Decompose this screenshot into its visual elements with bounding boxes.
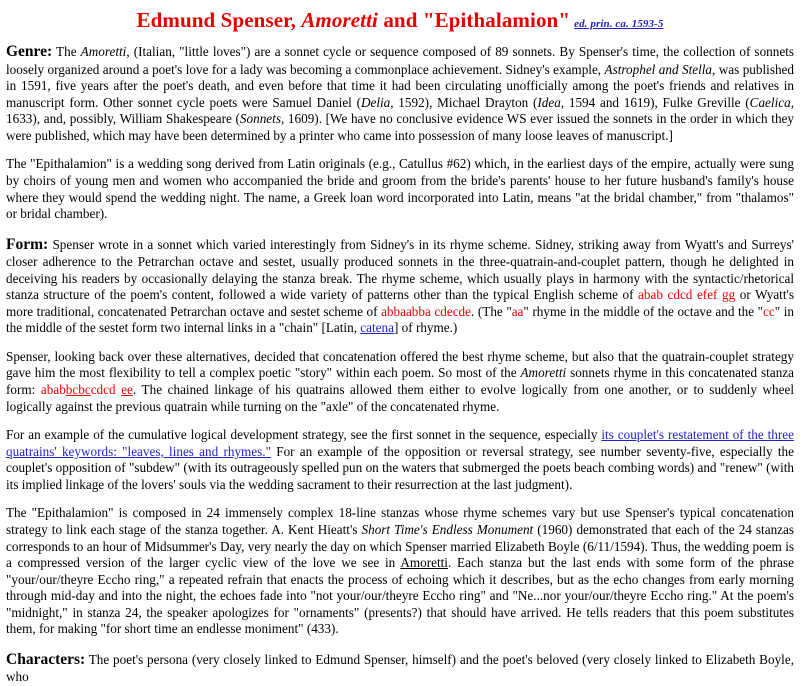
form-text-4: " rhyme in the middle of the octave and the " [523, 303, 764, 319]
genre-work-sonnets: Sonnets [239, 111, 281, 127]
form-text-2: or Wyatt's more traditional, concatenated Petrarchan octave and sestet scheme of [6, 287, 795, 319]
genre-work-caelica: Caelica [749, 94, 791, 110]
rhyme-scheme-petrarchan: abbaabba cdecde [381, 303, 472, 319]
examples-text-2: For an example of the opposition or reversal strategy, see number seventy-five, especially the couplet's opposition of "subdew" (with its outrageously spelled pun on the waters that submerged the poets beach combing words) and "renew" (with its implied linkage of the lovers' souls via the wedding sacrament to their resurrection at the last judgment). [6, 443, 795, 492]
characters-heading: Characters: [6, 650, 86, 668]
genre-work-astrophel: Astrophel and Stella [604, 61, 713, 77]
genre-text-5: , 1633), and, possibly, William Shakespeare ( [6, 94, 794, 127]
genre-work-delia: Delia [360, 94, 391, 110]
genre-text-6: , 1609). [We have no conclusive evidence WS ever issued the sonnets in the order in which they were published, which may have been determined by a printer who came into possession of many loose leaves of manuscript.] [6, 111, 794, 143]
paragraph-genre [6, 42, 794, 144]
form-text-1: Spenser wrote in a sonnet which varied interestingly from Sidney's in its rhyme scheme. Sidney, striking away from Wyatt's and Surreys' closer adherence to the Petrarchan octave and sestet, usually produced sonnets in the three-quatrain-and-couplet pattern, though he delighted in deceiving his readers by occasionally delaying the stanza break. The rhyme scheme, which usually plays in harmony with the syntactic/rhetorical stanza structure of the poem's content, followed a wide variety of patterns other than the typical English scheme of [6, 236, 794, 303]
structure-text-2: (1960) demonstrated that each of the 24 stanzas corresponds to an hour of Midsummer's Day, very nearly the day on which Spenser married Elizabeth Boyle (6/11/1594). Thus, the wedding poem is a compressed version of the larger cyclic view of the love we see in [6, 521, 795, 571]
genre-text-4: , 1594 and 1619), Fulke Greville ( [560, 94, 750, 110]
catena-link[interactable]: catena [360, 320, 394, 336]
characters-text: The poet's persona (very closely linked to Edmund Spenser, himself) and the poet's beloved (very closely linked to Elizabeth Boyle, who [6, 651, 794, 685]
title-text-pre: Edmund Spenser, [136, 8, 302, 32]
sonnet-one-link[interactable]: its couplet's restatement of the three quatrains' keywords: "leaves, lines and rhymes." [6, 427, 794, 459]
examples-text-1: For an example of the cumulative logical development strategy, see the first sonnet in the sequence, especially [6, 427, 602, 443]
page-title [6, 8, 794, 32]
genre-text-3: , 1592), Michael Drayton ( [390, 94, 538, 110]
form-heading: Form: [6, 235, 49, 253]
genre-work-idea: Idea [537, 94, 561, 110]
structure-text-1: The "Epithalamion" is composed in 24 immensely complex 18-line stanzas whose rhyme schemes vary but use Spenser's typical concatenation strategy to link each stage of the stanza together. A. Kent Hieatt's [6, 505, 794, 537]
rhyme-part-abab: abab [40, 382, 66, 398]
rhyme-aa: aa [511, 303, 524, 319]
genre-work-amoretti: Amoretti [80, 44, 127, 60]
concat-text-3: . The chained linkage of his quatrains allowed them either to evolve logically from one another, or to suddenly wheel logically against the previous quatrain while turning on the "axle" of the concatenated rhyme. [6, 382, 794, 414]
genre-text-0: The [52, 44, 81, 60]
rhyme-cc: cc [763, 303, 775, 319]
concat-work-amoretti: Amoretti [520, 365, 567, 381]
concat-text-2: sonnets rhyme in this concatenated stanza form: [6, 365, 794, 398]
concat-text-1: Spenser, looking back over these alternatives, decided that concatenation offered the best rhyme scheme, but also that the quatrain-couplet strategy gave him the most flexibility to tell a complex poetic "story" within each poem. So most of the [6, 348, 794, 381]
form-text-5: " in the middle of the sestet form two internal links in a "chain" [Latin, [6, 303, 794, 336]
structure-text-3: . Each stanza but the last ends with some form of the phrase "your/our/theyre Eccho ring," a repeated refrain that enacts the process of echoing which it describes, but as the echo changes from early morning through mid-day and into the night, the echoes fade into "not your/our/theyre Eccho ring" and "Ne...nor your/our/theyre Eccho ring." At the poem's "midnight," in stanza 24, the speaker apologizes for "ornaments" (presents?) that should have arrived. He tells readers that this poem substitutes them, for making "for short time an endlesse moniment" (433). [6, 555, 794, 637]
title-italic-work: Amoretti [301, 8, 378, 32]
paragraph-epithalamion-structure [6, 505, 794, 638]
structure-work-amoretti: Amoretti [400, 555, 448, 571]
paragraph-examples [6, 427, 794, 493]
title-mid: and "Epithalamion" [377, 8, 571, 32]
paragraph-characters [6, 650, 794, 686]
title-pre [137, 8, 302, 32]
form-text-3: . (The " [471, 303, 512, 319]
paragraph-concatenation [6, 349, 794, 415]
hieatt-book-title: Short Time's Endless Monument [361, 521, 534, 537]
form-text-6: ] of rhyme.) [393, 320, 458, 336]
rhyme-part-cdcd: cdcd [90, 382, 116, 398]
rhyme-scheme-english: abab cdcd efef gg [638, 287, 736, 303]
genre-heading: Genre: [6, 43, 53, 61]
paragraph-epithalamion-origin: The "Epithalamion" is a wedding song derived from Latin originals (e.g., Catullus #62) which, in the earliest days of the empire, actually were sung by choirs of young men and women who accompanied the bride and groom from the bride's parents' house to her future husband's family's house where they would spend the wedding night. The name, a Greek loan word incorporated into Latin, means "at the bridal chamber," from "thalamos" or bridal chamber). [6, 156, 794, 222]
rhyme-part-ee: ee [121, 382, 133, 398]
edition-link[interactable]: ed. prin. ca. 1593-5 [574, 18, 664, 30]
rhyme-part-bcbc: bcbc [65, 382, 91, 398]
paragraph-form [6, 235, 794, 337]
genre-text-1: , (Italian, "little loves") are a sonnet cycle or sequence composed of 89 sonnets. By Spenser's time, the collection of sonnets loosely organized around a poet's love for a lady was becoming a commonplace achievement. Sidney's example, [6, 44, 794, 77]
rhyme-scheme-spenserian [41, 382, 133, 397]
genre-text-2: , was published in 1591, five years after the poet's death, and even before that time it had been circulating unofficially among the poet's friends and relatives in manuscript form. Other sonnet cycle poets were Samuel Daniel ( [6, 61, 794, 110]
